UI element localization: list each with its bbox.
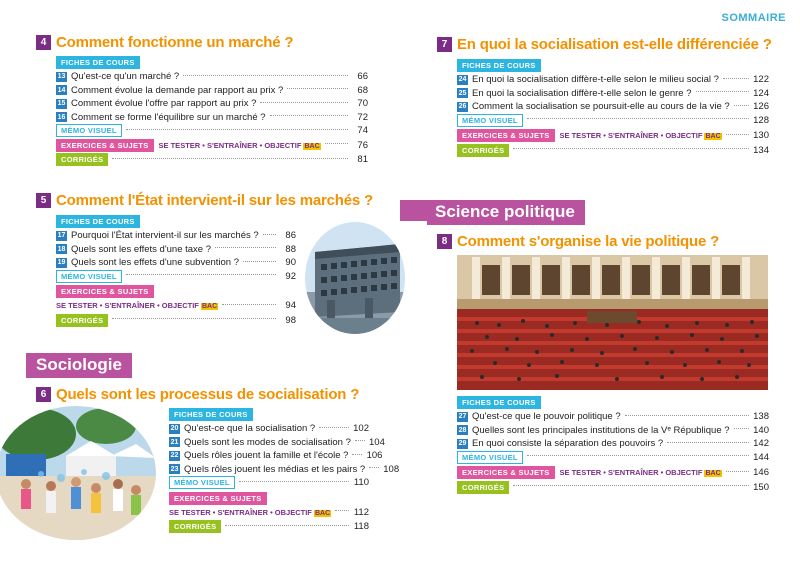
part-sociologie: Sociologie (26, 353, 132, 378)
memo-visuel-tag: MÉMO VISUEL (56, 124, 122, 137)
fiche-number: 21 (170, 438, 179, 446)
toc-row[interactable] (169, 449, 383, 463)
page-number: 128 (753, 114, 769, 126)
chapter-8-heading (437, 233, 719, 250)
toc-row[interactable] (457, 100, 769, 114)
fiche-number: 26 (458, 103, 467, 111)
memo-visuel-tag: MÉMO VISUEL (169, 476, 235, 489)
fiche-label: Quelles sont les principales institutions de la Vᵉ République ? (472, 424, 730, 436)
fiche-label: Comment la socialisation se poursuit-elle au cours de la vie ? (472, 101, 730, 113)
corriges-row[interactable] (457, 481, 769, 495)
toc-row[interactable] (457, 410, 769, 424)
chapter-title: En quoi la socialisation est-elle différenciée ? (457, 36, 772, 53)
fiche-label: Quels rôles jouent les médias et les pairs ? (184, 463, 366, 475)
page-number: 122 (753, 74, 769, 86)
toc-row[interactable] (56, 70, 368, 84)
page-number: 104 (369, 436, 385, 448)
fiches-de-cours-tag: FICHES DE COURS (169, 408, 253, 421)
page-number: 68 (357, 84, 368, 96)
fiche-label: En quoi consiste la séparation des pouvoirs ? (472, 438, 664, 450)
fiche-number: 16 (57, 113, 66, 121)
page-number: 106 (366, 450, 383, 462)
bac-badge: BAC (705, 470, 721, 478)
memo-row[interactable] (56, 270, 296, 284)
exercices-row[interactable] (56, 299, 296, 313)
corriges-tag: CORRIGÉS (56, 153, 108, 166)
fiche-label: Qu'est-ce qu'un marché ? (71, 71, 180, 83)
fiche-label: Comment évolue l'offre par rapport au prix ? (71, 98, 257, 110)
fiche-number: 23 (170, 465, 179, 473)
page-number: 74 (357, 125, 368, 137)
bac-badge: BAC (314, 509, 331, 517)
memo-row[interactable] (457, 451, 769, 465)
chapter-7-heading (437, 36, 772, 53)
fiche-number: 25 (458, 89, 467, 97)
memo-visuel-tag: MÉMO VISUEL (457, 451, 523, 464)
chapter-6-toc (169, 408, 400, 534)
page-number: 108 (383, 463, 400, 475)
bac-badge: BAC (705, 133, 721, 141)
page-number: 144 (753, 451, 769, 463)
chapter-5-toc (56, 215, 296, 327)
page-number: 94 (285, 300, 296, 312)
page-number: 150 (753, 481, 769, 493)
chapter-7-toc (457, 59, 769, 157)
chapter-title: Comment l'État intervient-il sur les marchés ? (56, 192, 373, 209)
assemblee-nationale-photo (457, 255, 768, 390)
toc-row[interactable] (457, 424, 769, 438)
page-number: 124 (753, 87, 769, 99)
fiche-label: Quels sont les modes de socialisation ? (184, 436, 351, 448)
page-number: 112 (353, 506, 369, 518)
part-science-politique: Science politique (427, 200, 585, 225)
corriges-row[interactable] (169, 520, 369, 534)
page-number: 90 (285, 257, 296, 269)
exercices-row[interactable] (457, 129, 769, 143)
toc-row[interactable] (457, 87, 769, 101)
exercices-sujets-tag: EXERCICES & SUJETS (56, 139, 154, 152)
fiche-number: 13 (57, 73, 66, 81)
memo-visuel-tag: MÉMO VISUEL (56, 270, 122, 283)
page-number: 70 (357, 98, 368, 110)
toc-row[interactable] (56, 97, 368, 111)
fiche-number: 15 (57, 100, 66, 108)
fiche-label: Qu'est-ce que la socialisation ? (184, 423, 316, 435)
toc-row[interactable] (56, 84, 368, 98)
fiche-number: 27 (458, 413, 467, 421)
chapter-title: Quels sont les processus de socialisation ? (56, 386, 360, 403)
chapter-number: 8 (437, 234, 452, 249)
part-band (400, 200, 430, 221)
corriges-tag: CORRIGÉS (169, 520, 221, 533)
page-number: 102 (353, 423, 369, 435)
corriges-row[interactable] (56, 153, 368, 167)
toc-row[interactable] (56, 111, 368, 125)
page-number: 126 (753, 101, 769, 113)
fiche-number: 18 (57, 245, 66, 253)
memo-visuel-tag: MÉMO VISUEL (457, 114, 523, 127)
toc-row[interactable] (56, 229, 296, 243)
page-number: 118 (353, 521, 369, 533)
memo-row[interactable] (169, 476, 369, 490)
chapter-title: Comment fonctionne un marché ? (56, 34, 294, 51)
fiche-label: Qu'est-ce que le pouvoir politique ? (472, 411, 621, 423)
page-number: 98 (285, 314, 296, 326)
page-number: 76 (357, 139, 368, 151)
page-number: 92 (285, 270, 296, 282)
page-number: 146 (753, 467, 769, 479)
fiche-number: 24 (458, 76, 467, 84)
chapter-title: Comment s'organise la vie politique ? (457, 233, 720, 250)
bac-badge: BAC (304, 142, 320, 150)
exercices-subtitle: SE TESTER • S'ENTRAÎNER • OBJECTIF BAC (169, 507, 331, 517)
page-number: 88 (285, 243, 296, 255)
page-number: 130 (753, 130, 769, 142)
fiche-number: 28 (458, 426, 467, 434)
chapter-number: 7 (437, 37, 452, 52)
fiche-label: En quoi la socialisation diffère-t-elle selon le genre ? (472, 87, 692, 99)
corriges-tag: CORRIGÉS (457, 144, 509, 157)
exercices-subtitle: SE TESTER • S'ENTRAÎNER • OBJECTIF BAC (56, 301, 218, 311)
fiche-label: Pourquoi l'État intervient-il sur les marchés ? (71, 230, 259, 242)
exercices-sujets-tag: EXERCICES & SUJETS (56, 285, 154, 298)
fiche-label: Comment évolue la demande par rapport au prix ? (71, 84, 284, 96)
chapter-5-heading (36, 192, 373, 209)
chapter-number: 6 (36, 387, 51, 402)
corriges-row[interactable] (457, 144, 769, 158)
page-number: 86 (285, 230, 296, 242)
exercices-row[interactable] (56, 139, 368, 153)
fiches-de-cours-tag: FICHES DE COURS (56, 56, 140, 69)
page-number: 66 (357, 71, 368, 83)
corriges-tag: CORRIGÉS (457, 481, 509, 494)
fiche-label: En quoi la socialisation diffère-t-elle selon le milieu social ? (472, 74, 719, 86)
fiches-de-cours-tag: FICHES DE COURS (457, 59, 541, 72)
bac-badge: BAC (201, 303, 218, 311)
fiche-number: 22 (170, 452, 179, 460)
exercices-sujets-tag: EXERCICES & SUJETS (169, 492, 267, 505)
chapter-number: 5 (36, 193, 51, 208)
fiche-label: Quels sont les effets d'une taxe ? (71, 243, 212, 255)
toc-row[interactable] (56, 256, 296, 270)
socialisation-photo (0, 406, 156, 540)
exercices-row[interactable] (457, 466, 769, 480)
chapter-6-heading (36, 386, 359, 403)
fiches-de-cours-tag: FICHES DE COURS (56, 215, 140, 228)
page-number: 81 (357, 154, 368, 166)
sommaire-header: SOMMAIRE (721, 12, 786, 24)
page-number: 140 (753, 424, 769, 436)
page-number: 134 (753, 144, 769, 156)
toc-row[interactable] (56, 243, 296, 257)
memo-row[interactable] (457, 114, 769, 128)
toc-row[interactable] (457, 73, 769, 87)
fiche-label: Quels rôles jouent la famille et l'école ? (184, 450, 349, 462)
toc-row[interactable] (457, 437, 769, 451)
fiche-label: Quels sont les effets d'une subvention ? (71, 257, 239, 269)
page-number: 110 (353, 477, 369, 489)
fiche-number: 14 (57, 86, 66, 94)
toc-row[interactable] (169, 422, 369, 436)
toc-row[interactable] (169, 436, 385, 450)
fiche-label: Comment se forme l'équilibre sur un marché ? (71, 111, 266, 123)
fiches-de-cours-tag: FICHES DE COURS (457, 396, 541, 409)
memo-row[interactable] (56, 124, 368, 138)
exercices-subtitle: SE TESTER • S'ENTRAÎNER • OBJECTIF BAC (559, 468, 721, 478)
fiche-number: 17 (57, 232, 66, 240)
corriges-tag: CORRIGÉS (56, 314, 108, 327)
chapter-4-heading (36, 34, 293, 51)
page-number: 142 (753, 438, 769, 450)
bercy-building-photo (305, 222, 405, 334)
exercices-subtitle: SE TESTER • S'ENTRAÎNER • OBJECTIF BAC (158, 140, 320, 150)
page-number: 72 (357, 111, 368, 123)
fiche-number: 19 (57, 259, 66, 267)
chapter-number: 4 (36, 35, 51, 50)
corriges-row[interactable] (56, 314, 296, 328)
chapter-4-toc (56, 56, 368, 167)
fiche-number: 29 (458, 440, 467, 448)
fiche-number: 20 (170, 425, 179, 433)
exercices-subtitle: SE TESTER • S'ENTRAÎNER • OBJECTIF BAC (559, 131, 721, 141)
exercices-sujets-tag: EXERCICES & SUJETS (457, 129, 555, 142)
toc-row[interactable] (169, 463, 400, 477)
exercices-row[interactable] (169, 506, 369, 520)
chapter-8-toc (457, 396, 769, 494)
page-number: 138 (753, 411, 769, 423)
exercices-sujets-tag: EXERCICES & SUJETS (457, 466, 555, 479)
